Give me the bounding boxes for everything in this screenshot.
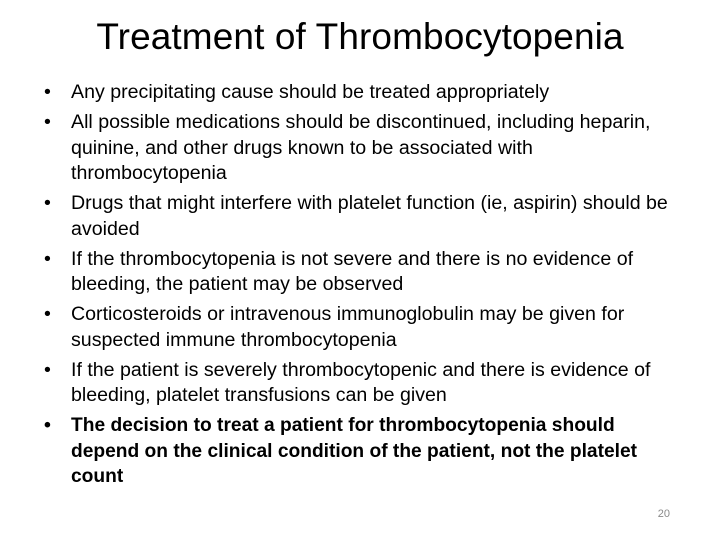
bullet-text: Any precipitating cause should be treated appropriately [71, 81, 550, 103]
bullet-marker: • [44, 358, 51, 381]
page-number: 20 [657, 508, 670, 520]
bullet-text: Corticosteroids or intravenous immunoglobulin may be given for suspected immune thrombocytopenia [71, 303, 625, 351]
bullet-text: Drugs that might interfere with platelet function (ie, aspirin) should be avoided [71, 192, 668, 240]
bullet-text: All possible medications should be discontinued, including heparin, quinine, and other drugs known to be associated with thrombocytopenia [71, 111, 651, 184]
bullet-text: The decision to treat a patient for thrombocytopenia should depend on the clinical condition of the patient, not the platelet count [71, 415, 638, 487]
bullet-item-emphasized [44, 413, 684, 490]
bullet-item [44, 191, 684, 242]
bullet-item [44, 110, 684, 187]
slide-title: Treatment of Thrombocytopenia [96, 16, 624, 57]
bullet-marker: • [44, 81, 51, 103]
bullet-marker: • [44, 303, 51, 325]
bullet-item [44, 302, 684, 353]
bullet-item [44, 247, 684, 298]
bullet-marker: • [44, 247, 51, 270]
bullet-text: If the patient is severely thrombocytopenic and there is evidence of bleeding, platelet transfusions can be given [71, 358, 651, 406]
bullet-marker: • [44, 414, 51, 436]
bullet-text: If the thrombocytopenia is not severe and there is no evidence of bleeding, the patient may be observed [71, 247, 634, 295]
bullet-list [44, 80, 684, 494]
bullet-item [44, 80, 684, 106]
bullet-item [44, 358, 684, 409]
bullet-marker: • [44, 111, 51, 133]
bullet-marker: • [44, 192, 51, 214]
